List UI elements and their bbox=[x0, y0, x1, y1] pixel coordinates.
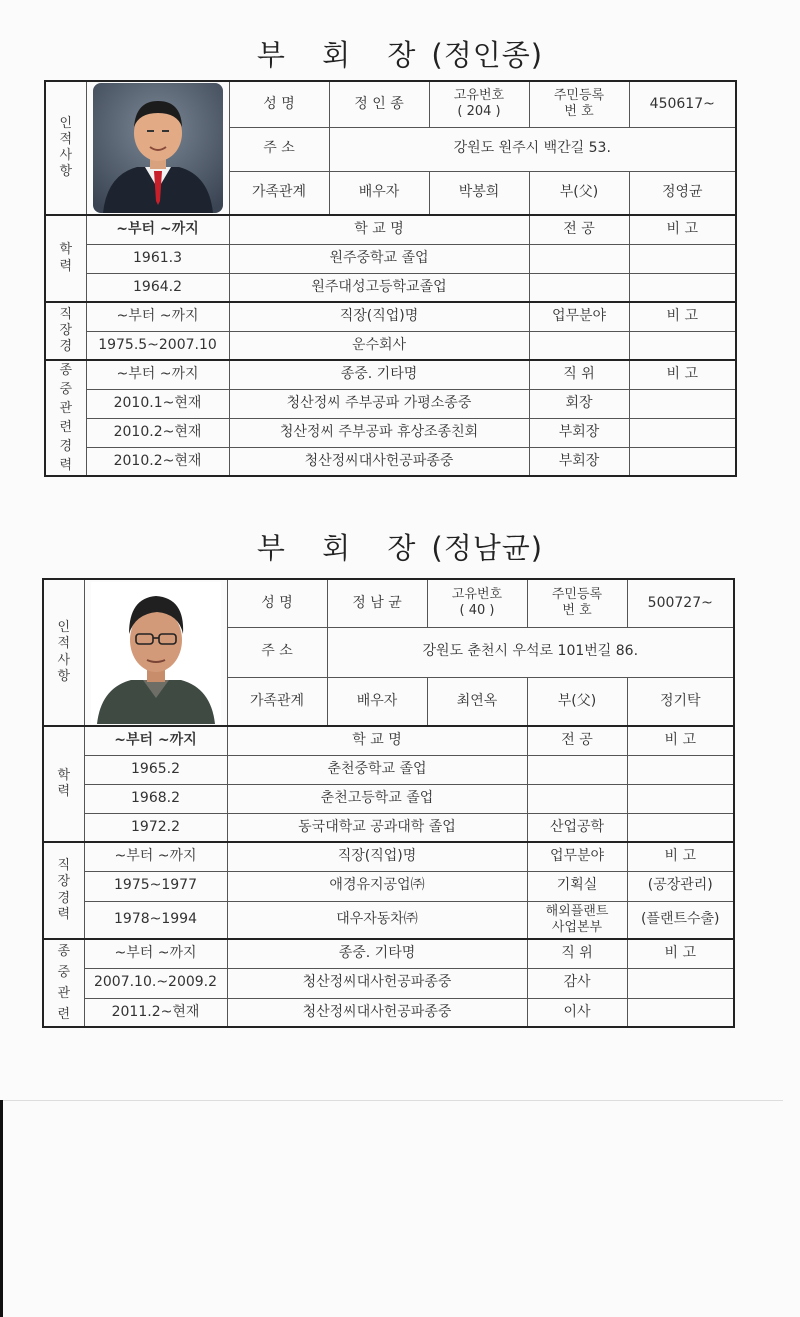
father-label: 부(父) bbox=[527, 677, 627, 726]
school-cell: 동국대학교 공과대학 졸업 bbox=[227, 813, 527, 842]
name-label: 성 명 bbox=[229, 81, 329, 127]
workplace-cell: 운수회사 bbox=[229, 331, 529, 360]
major-cell: 산업공학 bbox=[527, 813, 627, 842]
position-header: 직 위 bbox=[529, 360, 629, 389]
id-number-label: 고유번호 ( 40 ) bbox=[427, 579, 527, 627]
school-cell: 원주대성고등학교졸업 bbox=[229, 273, 529, 302]
period-cell: 2007.10.~2009.2 bbox=[84, 968, 227, 998]
record2-table bbox=[42, 578, 735, 1028]
registration-label: 주민등록 번 호 bbox=[529, 81, 629, 127]
record1-personal-label: 인 적 사 항 bbox=[45, 81, 86, 215]
father-value: 정영균 bbox=[629, 171, 736, 215]
school-header: 학 교 명 bbox=[227, 726, 527, 755]
address-label: 주 소 bbox=[229, 127, 329, 171]
table-row bbox=[43, 998, 734, 1027]
period-cell: 1972.2 bbox=[84, 813, 227, 842]
note-header: 비 고 bbox=[629, 360, 736, 389]
portrait-photo bbox=[93, 83, 223, 213]
record2-title bbox=[0, 526, 800, 567]
spouse-value: 박봉희 bbox=[429, 171, 529, 215]
registration-value: 500727~ bbox=[627, 579, 734, 627]
position-cell: 부회장 bbox=[529, 418, 629, 447]
table-row bbox=[45, 273, 736, 302]
note-cell bbox=[627, 813, 734, 842]
note-header: 비 고 bbox=[627, 939, 734, 968]
table-row bbox=[45, 447, 736, 476]
school-cell: 춘천고등학교 졸업 bbox=[227, 784, 527, 813]
table-row bbox=[43, 901, 734, 939]
position-cell: 부회장 bbox=[529, 447, 629, 476]
workplace-header: 직장(직업)명 bbox=[227, 842, 527, 871]
clan-name-cell: 청산정씨대사헌공파종중 bbox=[229, 447, 529, 476]
period-cell: 1978~1994 bbox=[84, 901, 227, 939]
major-cell bbox=[527, 784, 627, 813]
registration-value: 450617~ bbox=[629, 81, 736, 127]
position-cell: 회장 bbox=[529, 389, 629, 418]
address-label: 주 소 bbox=[227, 627, 327, 677]
field-cell bbox=[529, 331, 629, 360]
major-cell bbox=[529, 273, 629, 302]
address-value: 강원도 춘천시 우석로 101번길 86. bbox=[327, 627, 734, 677]
field-cell: 기획실 bbox=[527, 871, 627, 901]
period-header: ~부터 ~까지 bbox=[86, 215, 229, 244]
table-row bbox=[45, 418, 736, 447]
note-cell bbox=[629, 389, 736, 418]
major-header: 전 공 bbox=[527, 726, 627, 755]
record2-clan-label: 종 중 관 련 bbox=[43, 939, 84, 1027]
period-cell: 2010.2~현재 bbox=[86, 418, 229, 447]
name-value: 정 남 균 bbox=[327, 579, 427, 627]
record2-title-name: (정남균) bbox=[431, 531, 544, 565]
table-row bbox=[45, 331, 736, 360]
spouse-value: 최연옥 bbox=[427, 677, 527, 726]
clan-name-header: 종중. 기타명 bbox=[227, 939, 527, 968]
note-cell bbox=[629, 447, 736, 476]
spouse-label: 배우자 bbox=[327, 677, 427, 726]
major-cell bbox=[529, 244, 629, 273]
period-cell: 1965.2 bbox=[84, 755, 227, 784]
name-label: 성 명 bbox=[227, 579, 327, 627]
family-label: 가족관계 bbox=[227, 677, 327, 726]
school-cell: 원주중학교 졸업 bbox=[229, 244, 529, 273]
workplace-header: 직장(직업)명 bbox=[229, 302, 529, 331]
period-cell: 1964.2 bbox=[86, 273, 229, 302]
registration-label: 주민등록 번 호 bbox=[527, 579, 627, 627]
position-header: 직 위 bbox=[527, 939, 627, 968]
id-number-label: 고유번호 ( 204 ) bbox=[429, 81, 529, 127]
period-cell: 1961.3 bbox=[86, 244, 229, 273]
father-label: 부(父) bbox=[529, 171, 629, 215]
table-row bbox=[45, 244, 736, 273]
note-header: 비 고 bbox=[627, 842, 734, 871]
table-row bbox=[43, 813, 734, 842]
table-row bbox=[45, 389, 736, 418]
field-header: 업무분야 bbox=[529, 302, 629, 331]
table-row bbox=[43, 968, 734, 998]
clan-name-cell: 청산정씨 주부공파 가평소종중 bbox=[229, 389, 529, 418]
scan-divider bbox=[3, 1100, 783, 1101]
period-cell: 1975~1977 bbox=[84, 871, 227, 901]
note-header: 비 고 bbox=[629, 302, 736, 331]
note-cell bbox=[629, 244, 736, 273]
period-header: ~부터 ~까지 bbox=[86, 360, 229, 389]
clan-name-header: 종중. 기타명 bbox=[229, 360, 529, 389]
record2-photo bbox=[84, 579, 227, 726]
table-row bbox=[43, 755, 734, 784]
period-cell: 2011.2~현재 bbox=[84, 998, 227, 1027]
workplace-cell: 애경유지공업㈜ bbox=[227, 871, 527, 901]
record1-clan-label: 종 중 관 련 경 력 bbox=[45, 360, 86, 476]
school-header: 학 교 명 bbox=[229, 215, 529, 244]
family-label: 가족관계 bbox=[229, 171, 329, 215]
period-header: ~부터 ~까지 bbox=[84, 726, 227, 755]
period-cell: 2010.2~현재 bbox=[86, 447, 229, 476]
note-cell bbox=[629, 273, 736, 302]
major-cell bbox=[527, 755, 627, 784]
period-header: ~부터 ~까지 bbox=[84, 939, 227, 968]
clan-name-cell: 청산정씨대사헌공파종중 bbox=[227, 998, 527, 1027]
note-cell bbox=[627, 784, 734, 813]
position-cell: 이사 bbox=[527, 998, 627, 1027]
record2-personal-label: 인 적 사 항 bbox=[43, 579, 84, 726]
record1-work-label: 직 장 경 bbox=[45, 302, 86, 360]
note-cell bbox=[627, 998, 734, 1027]
note-cell bbox=[627, 968, 734, 998]
address-value: 강원도 원주시 백간길 53. bbox=[329, 127, 736, 171]
school-cell: 춘천중학교 졸업 bbox=[227, 755, 527, 784]
clan-name-cell: 청산정씨대사헌공파종중 bbox=[227, 968, 527, 998]
note-header: 비 고 bbox=[629, 215, 736, 244]
record2-title-main: 부 회 장 bbox=[256, 531, 430, 565]
period-cell: 2010.1~현재 bbox=[86, 389, 229, 418]
table-row bbox=[43, 784, 734, 813]
note-cell: (플랜트수출) bbox=[627, 901, 734, 939]
father-value: 정기탁 bbox=[627, 677, 734, 726]
note-header: 비 고 bbox=[627, 726, 734, 755]
period-header: ~부터 ~까지 bbox=[86, 302, 229, 331]
table-row bbox=[43, 871, 734, 901]
period-header: ~부터 ~까지 bbox=[84, 842, 227, 871]
field-header: 업무분야 bbox=[527, 842, 627, 871]
note-cell: (공장관리) bbox=[627, 871, 734, 901]
record1-title-name: (정인종) bbox=[431, 38, 544, 72]
record1-education-label: 학 력 bbox=[45, 215, 86, 302]
clan-name-cell: 청산정씨 주부공파 휴상조종친회 bbox=[229, 418, 529, 447]
record2-work-label: 직 장 경 력 bbox=[43, 842, 84, 939]
name-value: 정 인 종 bbox=[329, 81, 429, 127]
note-cell bbox=[627, 755, 734, 784]
major-header: 전 공 bbox=[529, 215, 629, 244]
record1-title-main: 부 회 장 bbox=[256, 38, 430, 72]
period-cell: 1975.5~2007.10 bbox=[86, 331, 229, 360]
portrait-photo bbox=[91, 582, 221, 724]
spouse-label: 배우자 bbox=[329, 171, 429, 215]
position-cell: 감사 bbox=[527, 968, 627, 998]
period-cell: 1968.2 bbox=[84, 784, 227, 813]
record1-title bbox=[0, 33, 800, 74]
record1-photo bbox=[86, 81, 229, 215]
record1-table bbox=[44, 80, 737, 477]
note-cell bbox=[629, 331, 736, 360]
scan-edge bbox=[0, 1100, 3, 1317]
record2-education-label: 학 력 bbox=[43, 726, 84, 842]
workplace-cell: 대우자동차㈜ bbox=[227, 901, 527, 939]
note-cell bbox=[629, 418, 736, 447]
field-cell: 해외플랜트 사업본부 bbox=[527, 901, 627, 939]
